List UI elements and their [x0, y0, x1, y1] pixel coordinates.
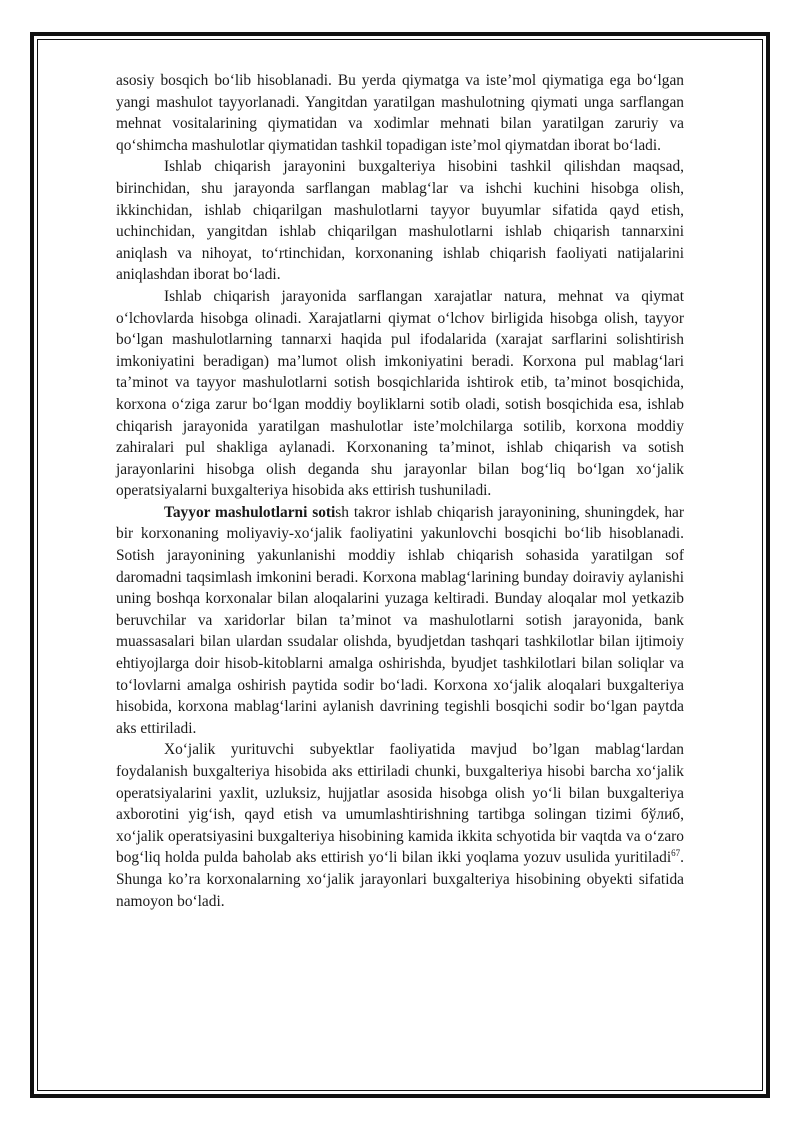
- bold-lead-phrase: Tayyor mashulotlarni soti: [164, 503, 336, 521]
- paragraph-5-tail: . Shunga ko’ra korxonalarning xo‘jalik jarayonlari buxgalteriya hisobining obyekti sifatida namoyon bo‘ladi.: [116, 849, 684, 910]
- document-body: [116, 70, 684, 912]
- paragraph-5: [116, 739, 684, 912]
- footnote-marker: 67: [671, 848, 681, 859]
- paragraph-5-text: Xo‘jalik yurituvchi subyektlar faoliyatida mavjud bo’lgan mablag‘lardan foydalanish buxgalteriya hisobida aks ettiriladi chunki, buxgalteriya hisobi barcha xo‘jalik operatsiyalarini yaxlit, uzluksiz, hujjatlar asosida hisobga olish yo‘li bilan buxgalteriya axborotini yig‘ish, qayd etish va umumlashtirishning tartibga solingan tizimi бўлиб, xo‘jalik operatsiyasini buxgalteriya hisobining kamida ikkita schyotida bir vaqtda va o‘zaro bog‘liq holda pulda baholab aks ettirish yo‘li bilan ikki yoqlama yozuv usulida yuritiladi: [116, 741, 684, 867]
- paragraph-2: Ishlab chiqarish jarayonini buxgalteriya hisobini tashkil qilishdan maqsad, birinchidan, shu jarayonda sarflangan mablag‘lar va ishchi kuchini hisobga olish, ikkinchidan, ishlab chiqarilgan mashulotlarni tayyor buyumlar sifatida qayd etish, uchinchidan, yangitdan ishlab chiqarilgan mashulotlarni ishlab chiqarish tannarxini aniqlash va nihoyat, to‘rtinchidan, korxonaning ishlab chiqarish faoliyati natijalarini aniqlashdan iborat bo‘ladi.: [116, 158, 684, 284]
- paragraph-3: Ishlab chiqarish jarayonida sarflangan xarajatlar natura, mehnat va qiymat o‘lchovlarda hisobga olinadi. Xarajatlarni qiymat o‘lchov birligida hisobga olish, tayyor bo‘lgan mashulotlarning tannarxi haqida pul ifodalarida (xarajat sarflarini solishtirish imkoniyatini beradigan) ma’lumot olish imkoniyatini beradi. Korxona pul mablag‘lari ta’minot va tayyor mashulotlarni sotish bosqichlarida ishtirok etib, ta’minot bosqichida, korxona o‘ziga zarur bo‘lgan moddiy boyliklarni sotib oladi, sotish bosqichida esa, ishlab chiqarish jarayonida yaratilgan mashulotlar iste’molchilarga sotilib, korxona moddiy zahiralari pul shakliga aylanadi. Korxonaning ta’minot, ishlab chiqarish va sotish jarayonlarini hisobga olish deganda shu jarayonlar bilan bog‘liq bo‘lgan xo‘jalik operatsiyalarni buxgalteriya hisobida aks ettirish tushuniladi.: [116, 287, 684, 500]
- paragraph-4: [116, 502, 684, 740]
- paragraph-4-text: sh takror ishlab chiqarish jarayonining, shuningdek, har bir korxonaning moliyaviy-xo‘jalik faoliyatini yakunlovchi bosqichi bo‘lib hisoblanadi. Sotish jarayonining yakunlanishi moddiy ishlab chiqarish sohasida yaratilgan sof daromadni taqsimlash imkonini beradi. Korxona mablag‘larining bunday doiraviy aylanishi uning boshqa korxonalar bilan aloqalarini yuzaga keltiradi. Bunday aloqalar mol yetkazib beruvchilar va xaridorlar bilan ta’minot va mashulotlarni sotish jarayonida, bank muassasalari bilan ulardan ssudalar olishda, byudjetdan tashqari tashkilotlar bilan ijtimoiy ehtiyojlarga doir hisob-kitoblarni amalga oshirishda, byudjet tashkilotlari bilan soliqlar va to‘lovlarni amalga oshirish paytida sodir bo‘ladi. Korxona xo‘jalik aloqalari buxgalteriya hisobida, korxona mablag‘larini aylanish davrining tegishli bosqichi sodir bo‘lgan paytda aks ettiriladi.: [116, 503, 684, 737]
- paragraph-1: asosiy bosqich bo‘lib hisoblanadi. Bu yerda qiymatga va iste’mol qiymatiga ega bo‘lgan yangi mashulot tayyorlanadi. Yangitdan yaratilgan mashulotning qiymati unga sarflangan mehnat vositalarining qiymatidan va xodimlar mehnati bilan yaratilgan zaruriy va qo‘shimcha mashulotlar qiymatidan tashkil topadigan iste’mol qiymatdan iborat bo‘ladi.: [116, 72, 684, 154]
